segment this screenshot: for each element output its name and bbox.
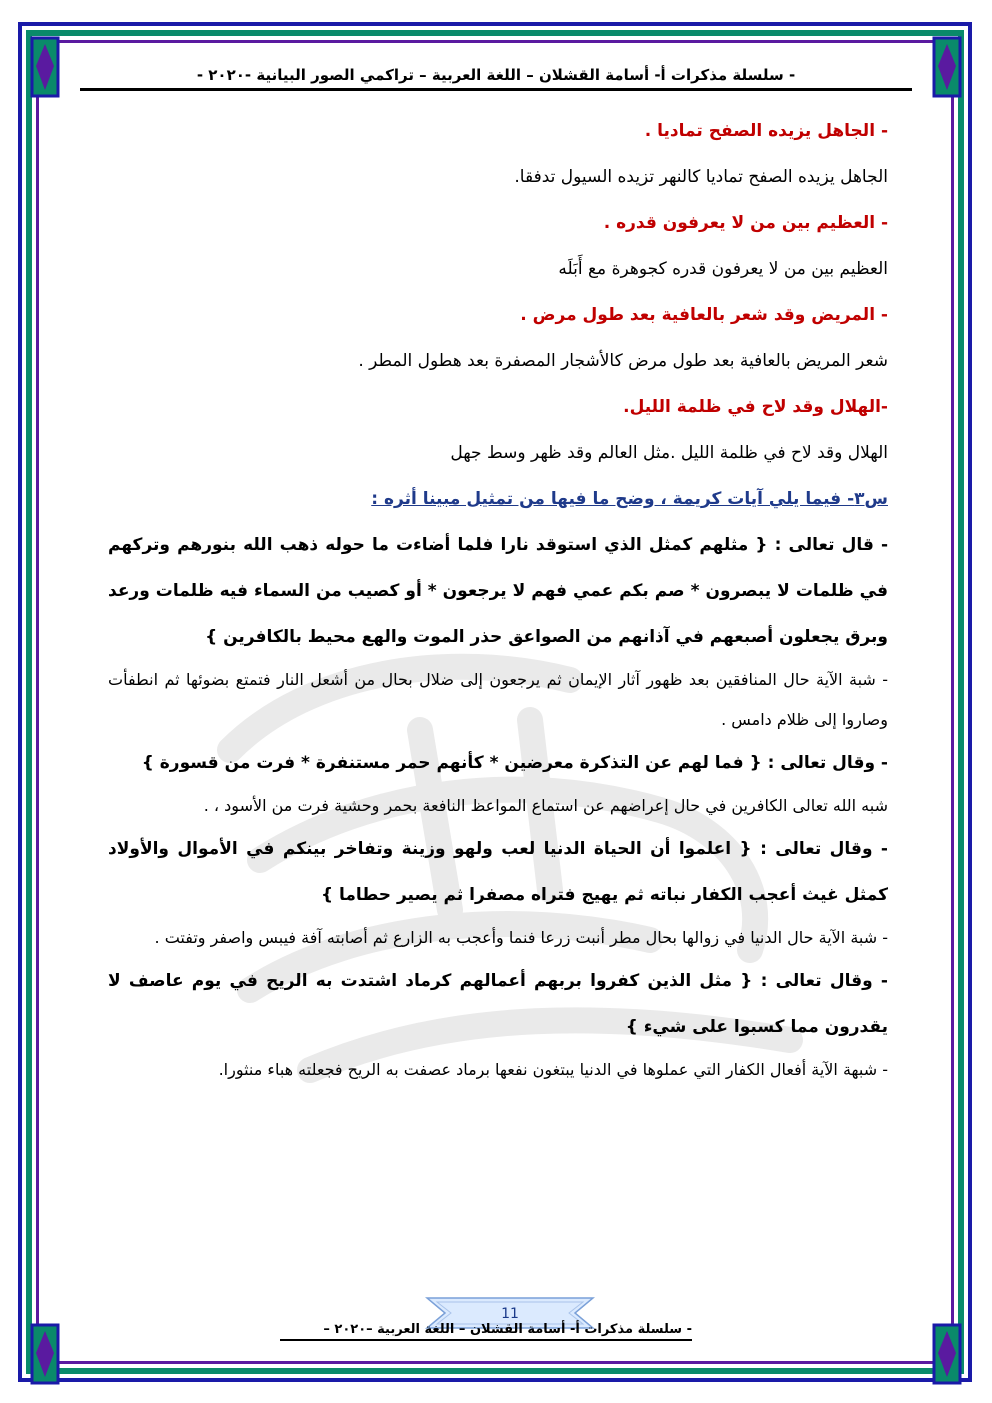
corner-ornament-top-left — [30, 36, 60, 98]
corner-ornament-bottom-right — [932, 1323, 962, 1385]
explanation-2: شبه الله تعالى الكافرين في حال إعراضهم عن استماع المواعظ النافعة بحمر وحشية فرت من الأسود ، . — [203, 796, 888, 815]
page-footer: - سلسلة مذكرات أ- أسامة القشلان – اللغة العربية –٢٠٢٠ – — [280, 1322, 692, 1341]
heading-patient: - المريض وقد شعر بالعافية بعد طول مرض . — [520, 305, 888, 325]
page-header: - سلسلة مذكرات أ- أسامة القشلان – اللغة العربية – تراكمي الصور البيانية -٢٠٢٠ - — [80, 66, 912, 91]
verse-3: - وقال تعالى : { اعلموا أن الحياة الدنيا لعب ولهو وزينة وتفاخر بينكم في الأموال والأولاد كمثل غيث أعجب الكفار نباته ثم يهيج فتراه مصفرا ثم يصير حطاما } — [108, 839, 888, 905]
answer-great-man: العظيم بين من لا يعرفون قدره كجوهرة مع أَبَلَه — [558, 259, 888, 279]
explanation-4: - شبهة الآية أفعال الكفار التي عملوها في الدنيا يبتغون نفعها برماد عصفت به الريح فجعلته هباء منثورا. — [218, 1060, 888, 1079]
page-number: 11 — [501, 1306, 519, 1322]
heading-great-man: - العظيم بين من لا يعرفون قدره . — [603, 213, 888, 233]
answer-patient: شعر المريض بالعافية بعد طول مرض كالأشجار المصفرة بعد هطول المطر . — [358, 351, 888, 371]
corner-ornament-bottom-left — [30, 1323, 60, 1385]
heading-ignorant: - الجاهل يزيده الصفح تماديا . — [644, 121, 888, 141]
heading-crescent: -الهلال وقد لاح في ظلمة الليل. — [623, 397, 888, 417]
verse-1: - قال تعالى : { مثلهم كمثل الذي استوقد نارا فلما أضاءت ما حوله ذهب الله بنورهم وتركهم في ظلمات لا يبصرون * صم بكم عمي فهم لا يرجعون * أو كصيب من السماء فيه ظلمات ورعد وبرق يجعلون أصبعهم في آذانهم من الصواعق حذر الموت والهع محيط بالكافرين } — [108, 535, 888, 647]
verse-2: - وقال تعالى : { فما لهم عن التذكرة معرضين * كأنهم حمر مستنفرة * فرت من قسورة } — [141, 753, 888, 773]
explanation-3: - شبة الآية حال الدنيا في زوالها بحال مطر أنبت زرعا فنما وأعجب به الزارع ثم أصابته آفة فيبس واصفر وتفتت . — [154, 928, 888, 947]
corner-ornament-top-right — [932, 36, 962, 98]
question-3-title: س٣- فيما يلي آيات كريمة ، وضح ما فيها من تمثيل مبينا أثره : — [371, 489, 888, 509]
verse-4: - وقال تعالى : { مثل الذين كفروا بربهم أعمالهم كرماد اشتدت به الريح في يوم عاصف لا يقدرون مما كسبوا على شيء } — [108, 971, 888, 1037]
answer-ignorant: الجاهل يزيده الصفح تماديا كالنهر تزيده السيول تدفقا. — [514, 167, 888, 187]
page-content — [108, 108, 888, 1090]
answer-crescent: الهلال وقد لاح في ظلمة الليل .مثل العالم وقد ظهر وسط جهل — [450, 443, 888, 463]
explanation-1: - شبة الآية حال المنافقين بعد ظهور آثار الإيمان ثم يرجعون إلى ضلال بحال من أشعل النار فتمتع بضوئها ثم انطفأت وصاروا إلى ظلام دامس . — [108, 670, 888, 729]
